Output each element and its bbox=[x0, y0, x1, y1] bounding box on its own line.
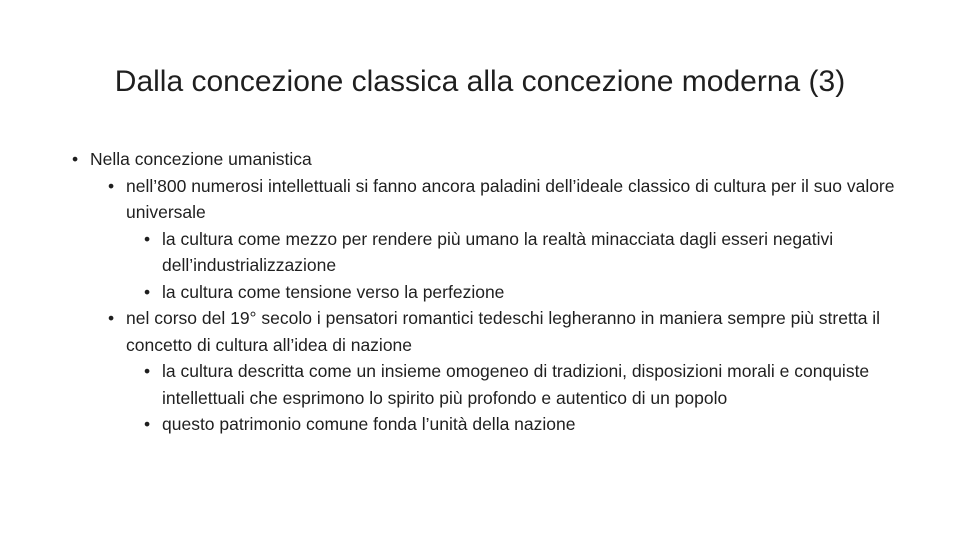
bullet-item-level3 bbox=[144, 411, 902, 438]
slide-title: Dalla concezione classica alla concezione moderna (3) bbox=[114, 65, 846, 98]
bullet-marker: • bbox=[108, 308, 115, 328]
bullet-item-level3 bbox=[144, 358, 902, 411]
bullet-item-level1 bbox=[72, 146, 902, 173]
bullet-marker: • bbox=[72, 149, 79, 169]
bullet-text: la cultura descritta come un insieme omogeneo di tradizioni, disposizioni morali e conquiste intellettuali che esprimono lo spirito più profondo e autentico di un popolo bbox=[162, 361, 870, 408]
bullet-list bbox=[72, 146, 902, 438]
bullet-item-level2 bbox=[108, 173, 902, 226]
bullet-marker: • bbox=[144, 414, 151, 434]
bullet-text: nell’800 numerosi intellettuali si fanno ancora paladini dell’ideale classico di cultura per il suo valore universale bbox=[126, 175, 895, 222]
bullet-text: nel corso del 19° secolo i pensatori romantici tedeschi legheranno in maniera sempre più stretta il concetto di cultura all’idea di nazione bbox=[126, 308, 881, 355]
bullet-text: la cultura come mezzo per rendere più umano la realtà minacciata dagli esseri negativi dell’industrializzazione bbox=[162, 228, 834, 275]
bullet-marker: • bbox=[108, 175, 115, 196]
bullet-text: Nella concezione umanistica bbox=[90, 149, 312, 169]
bullet-marker: • bbox=[144, 228, 151, 249]
bullet-item-level2 bbox=[108, 305, 902, 358]
bullet-text: questo patrimonio comune fonda l’unità della nazione bbox=[162, 414, 576, 434]
bullet-item-level3 bbox=[144, 279, 902, 306]
bullet-text: la cultura come tensione verso la perfezione bbox=[162, 281, 505, 302]
bullet-item-level3 bbox=[144, 226, 902, 279]
bullet-marker: • bbox=[144, 281, 151, 302]
bullet-marker: • bbox=[144, 361, 151, 381]
